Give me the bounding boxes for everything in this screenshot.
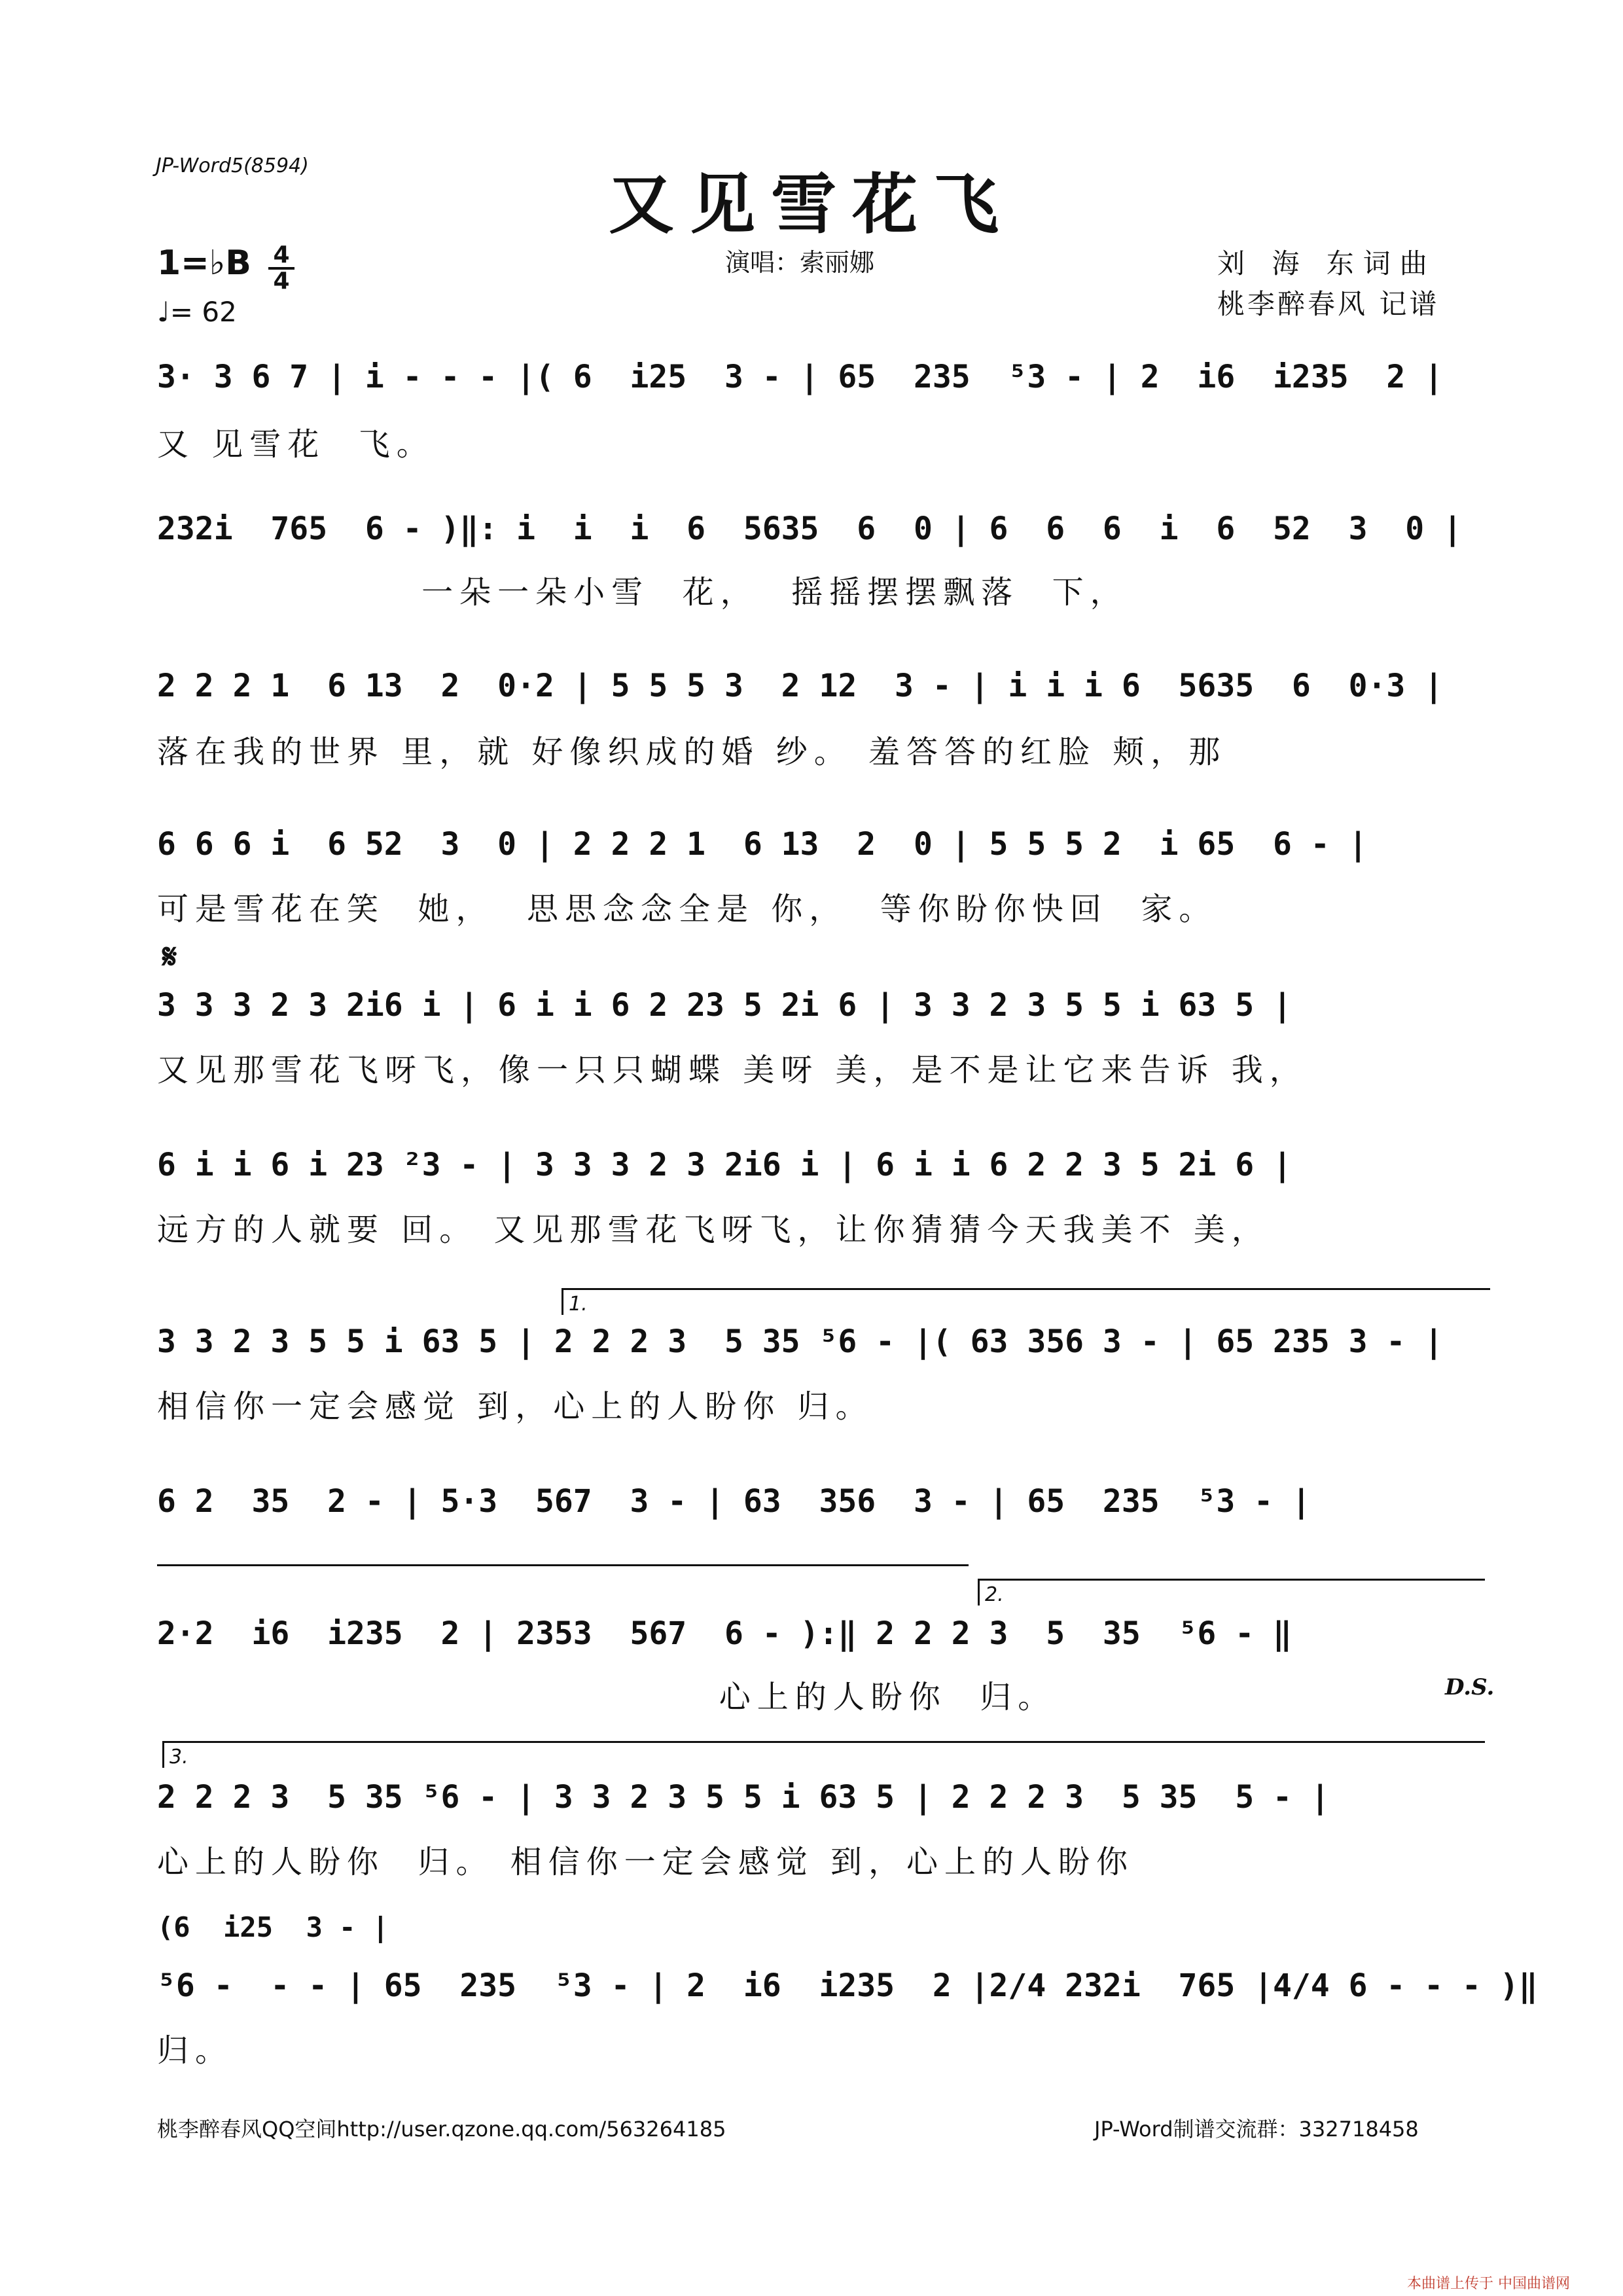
transcriber-credit: 桃李醉春风 记谱	[1217, 288, 1440, 320]
corner-watermark: 本曲谱上传于 中国曲谱网	[1407, 2276, 1570, 2292]
notation-row-8: 6 2 35 2 - | 5·3 567 3 - | 63 356 3 - | 65 235 ⁵3 - |	[157, 1483, 1311, 1520]
footer-left: 桃李醉春风QQ空间http://user.qzone.qq.com/563264185	[157, 2117, 726, 2142]
time-signature	[268, 243, 294, 293]
notation-row-6: 6 i i 6 i 23 ²3 - | 3 3 3 2 3 2i6 i | 6 i i 6 2 2 3 5 2i 6 |	[157, 1147, 1292, 1183]
segno-sign: 𝄋	[162, 937, 177, 977]
lyric-row-1: 又 见雪花 飞。	[157, 426, 435, 463]
key-signature: 1=♭B	[157, 243, 251, 283]
phrase-line	[157, 1564, 969, 1566]
lyricist-composer-credit: 刘 海 东词曲	[1217, 247, 1436, 279]
lyric-row-10: 心上的人盼你 归。 相信你一定会感觉 到，心上的人盼你	[157, 1844, 1135, 1880]
time-signature-bottom: 4	[268, 267, 294, 293]
volta-1-bracket: 1.	[562, 1288, 1490, 1315]
time-signature-top: 4	[273, 242, 290, 268]
notation-row-3: 2 2 2 1 6 13 2 0·2 | 5 5 5 3 2 12 3 - | i i i 6 5635 6 0·3 |	[157, 668, 1444, 704]
notation-row-7: 3 3 2 3 5 5 i 63 5 | 2 2 2 3 5 35 ⁵6 - |( 63 356 3 - | 65 235 3 - |	[157, 1323, 1444, 1360]
volta-3-bracket: 3.	[162, 1741, 1485, 1768]
intro-small-notes: (6 i25 3 - |	[157, 1911, 389, 1943]
tempo-marking: ♩= 62	[157, 296, 237, 328]
lyric-row-9: 心上的人盼你 归。	[157, 1679, 1056, 1715]
notation-row-9: 2·2 i6 i235 2 | 2353 567 6 - ):‖ 2 2 2 3 5 35 ⁵6 - ‖	[157, 1615, 1292, 1652]
lyric-row-11: 归。	[157, 2032, 234, 2069]
page-title: 又见雪花飞	[609, 166, 1014, 243]
lyric-row-3: 落在我的世界 里，就 好像织成的婚 纱。 羞答答的红脸 颊，那	[157, 734, 1227, 770]
notation-row-5: 3 3 3 2 3 2i6 i | 6 i i 6 2 23 5 2i 6 | 3 3 2 3 5 5 i 63 5 |	[157, 987, 1292, 1024]
volta-2-bracket: 2.	[978, 1579, 1485, 1605]
dal-segno-marking: D.S.	[1445, 1674, 1495, 1700]
notation-row-10: 2 2 2 3 5 35 ⁵6 - | 3 3 2 3 5 5 i 63 5 | 2 2 2 3 5 35 5 - |	[157, 1779, 1330, 1816]
lyric-row-4: 可是雪花在笑 她， 思思念念全是 你， 等你盼你快回 家。	[157, 891, 1217, 927]
notation-row-1: 3· 3 6 7 | i - - - |( 6 i25 3 - | 65 235 ⁵3 - | 2 i6 i235 2 |	[157, 359, 1444, 395]
lyric-row-7: 相信你一定会感觉 到，心上的人盼你 归。	[157, 1388, 874, 1425]
footer-right: JP-Word制谱交流群：332718458	[1094, 2117, 1419, 2142]
lyric-row-2: 一朵一朵小雪 花， 摇摇摆摆飘落 下，	[157, 574, 1128, 611]
notation-row-2: 232i 765 6 - )‖: i i i 6 5635 6 0 | 6 6 6 i 6 52 3 0 |	[157, 511, 1462, 547]
lyric-row-5: 又见那雪花飞呀飞，像一只只蝴蝶 美呀 美，是不是让它来告诉 我，	[157, 1052, 1308, 1088]
version-label: JP-Word5(8594)	[156, 154, 309, 177]
singer-credit: 演唱：索丽娜	[725, 248, 875, 277]
notation-row-11: ⁵6 - - - | 65 235 ⁵3 - | 2 i6 i235 2 |2/4 232i 765 |4/4 6 - - - )‖	[157, 1967, 1538, 2004]
lyric-row-6: 远方的人就要 回。 又见那雪花飞呀飞，让你猜猜今天我美不 美，	[157, 1211, 1270, 1248]
notation-row-4: 6 6 6 i 6 52 3 0 | 2 2 2 1 6 13 2 0 | 5 5 5 2 i 65 6 - |	[157, 826, 1368, 863]
